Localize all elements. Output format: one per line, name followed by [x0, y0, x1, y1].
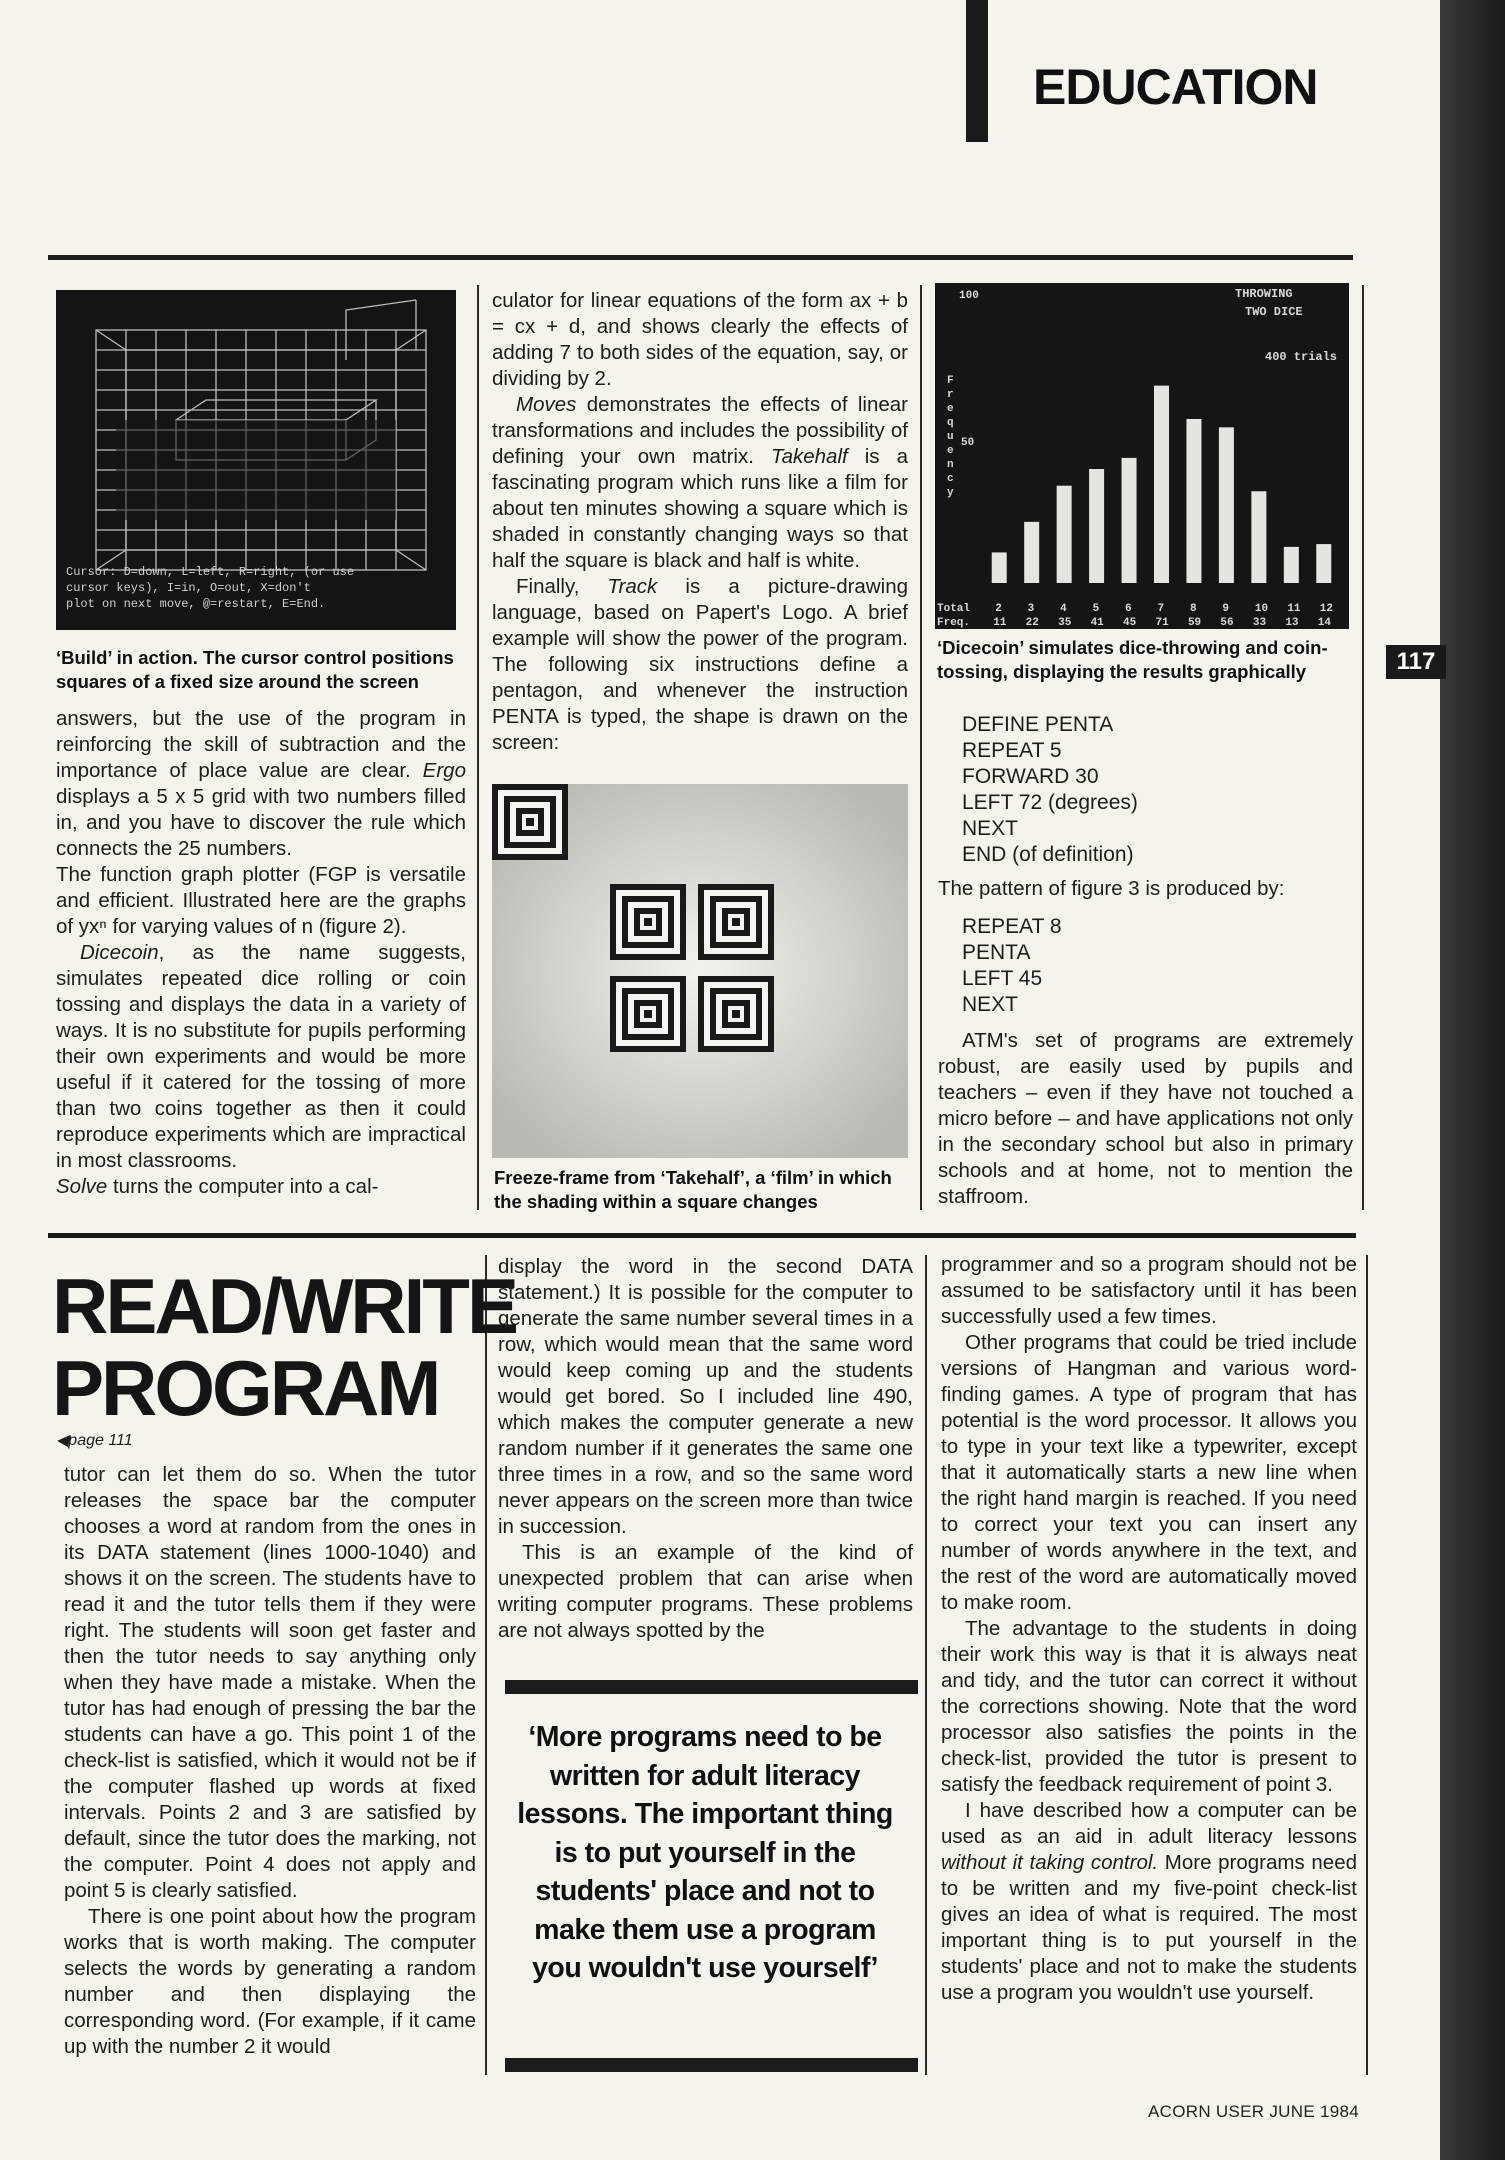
- pull-quote-bottom-bar: [505, 2058, 918, 2072]
- x-row-label-freq: Freq.: [937, 617, 971, 629]
- program-name-solve: Solve: [56, 1175, 108, 1198]
- middle-rule: [48, 1233, 1356, 1238]
- text-run: turns the computer into a cal-: [107, 1175, 379, 1198]
- paragraph: This is an example of the kind of unexpected problem that can arise when writing computer programs. These problems are not always spotted by the: [498, 1541, 913, 1642]
- page-edge-shadow: [1440, 0, 1505, 2160]
- caption-build: ‘Build’ in action. The cursor control positions squares of a fixed size around the screen: [56, 647, 454, 692]
- chart-title-line-1: THROWING: [1235, 287, 1293, 301]
- bar-11: [1284, 547, 1299, 583]
- screen-help-line-2: cursor keys), I=in, O=out, X=don't: [66, 581, 311, 595]
- x-tick-label: 12: [1319, 603, 1333, 615]
- y-axis-label: F r e q u e n c y: [947, 375, 954, 499]
- code-define-penta: [962, 712, 1138, 868]
- bar-4: [1057, 486, 1072, 583]
- dicecoin-chart: [935, 283, 1349, 629]
- code-line: DEFINE PENTA: [962, 713, 1114, 736]
- page-number: 117: [1386, 645, 1446, 679]
- paragraph: The function graph plotter (FGP is versatile and efficient. Illustrated here are the graphs of yxⁿ for varying values of n (figure 2).: [56, 863, 466, 938]
- text-run: answers, but the use of the program in reinforcing the skill of subtraction and the importance of place value are clear.: [56, 707, 466, 782]
- caption-takehalf: Freeze-frame from ‘Takehalf’, a ‘film’ in which the shading within a square changes: [494, 1167, 892, 1212]
- dice-bar-chart: [935, 283, 1349, 629]
- text-run: displays a 5 x 5 grid with two numbers filled in, and you have to discover the rule which connects the 25 numbers.: [56, 785, 466, 860]
- program-name-dicecoin: Dicecoin: [80, 941, 159, 964]
- text-run: is a picture-drawing language, based on Papert's Logo. A brief example will show the power of the program. The following six instructions define a pentagon, and whenever the instruction PENTA is typed, the shape is drawn on the screen:: [492, 575, 908, 754]
- emphasis: without it taking control.: [941, 1851, 1159, 1874]
- code-repeat-penta: [962, 914, 1062, 1018]
- bar-9: [1219, 427, 1234, 583]
- bottom-column-1: [64, 1462, 476, 2060]
- continued-from-page: ◀page 111: [56, 1432, 133, 1449]
- x-tick-label: 5: [1092, 603, 1100, 615]
- x-tick-label: 2: [995, 603, 1002, 615]
- program-name-track: Track: [607, 575, 658, 598]
- x-tick-label: 7: [1157, 603, 1165, 615]
- code-line: END (of definition): [962, 843, 1134, 866]
- text-run: More programs need to be written and my five-point check-list gives an idea of what is required. The most important thing is to put yourself in the students' place and not to make the students use a program you wouldn't use yourself.: [941, 1851, 1357, 2004]
- takehalf-screenshot: [492, 784, 908, 1158]
- x-tick-label: 8: [1189, 603, 1197, 615]
- paragraph: There is one point about how the program works that is worth making. The computer selects the words by generating a random number and then displaying the corresponding word. (For example, if it came up with the number 2 it would: [64, 1905, 476, 2058]
- data-label: 13: [1285, 617, 1299, 629]
- pull-quote: ‘More programs need to be written for adult literacy lessons. The important thing is to put yourself in the students' place and not to make them use a program you wouldn't use yourself’: [517, 1721, 893, 1984]
- paragraph: The advantage to the students in doing their work this way is that it is always neat and tidy, and the tutor can correct it without the corrections showing. Note that the word processor also satisfies the points in the check-list, provided the tutor is present to satisfy the feedback requirement of point 3.: [941, 1617, 1357, 1796]
- issue-footer: ACORN USER JUNE 1984: [1148, 2102, 1360, 2121]
- bar-7: [1154, 386, 1169, 583]
- x-tick-label: 6: [1125, 603, 1132, 615]
- data-label: 35: [1058, 617, 1072, 629]
- data-label: 45: [1123, 617, 1137, 629]
- build-screenshot: [56, 290, 456, 630]
- y-tick-100: 100: [959, 290, 979, 302]
- section-tab-bar: [966, 0, 988, 142]
- data-label: 11: [993, 617, 1007, 629]
- top-rule: [48, 255, 1353, 260]
- pull-quote-top-bar: [505, 1680, 918, 1694]
- article-headline: [52, 1262, 516, 1432]
- text-run: Finally,: [516, 575, 608, 598]
- x-tick-label: 9: [1222, 603, 1230, 615]
- code-line: REPEAT 8: [962, 915, 1062, 938]
- x-tick-label: 3: [1027, 603, 1035, 615]
- column-divider-1: [477, 285, 479, 1210]
- bar-2: [992, 552, 1007, 583]
- section-title: EDUCATION: [1033, 59, 1318, 115]
- column-divider-6: [1366, 1255, 1368, 2075]
- wireframe-figure: [56, 290, 456, 630]
- code-line: PENTA: [962, 941, 1031, 964]
- bar-6: [1122, 458, 1137, 583]
- paragraph: display the word in the second DATA statement.) It is possible for the computer to generate the same number several times in a row, which would mean that the same word would keep coming up and the students would get bored. So I included line 490, which makes the computer generate a new random number if it generates the same one three times in a row, and so the same word never appears on the screen more than twice in succession.: [498, 1255, 913, 1538]
- program-name-ergo: Ergo: [422, 759, 466, 782]
- program-name-moves: Moves: [516, 393, 577, 416]
- bar-12: [1316, 544, 1331, 583]
- screen-help-line-3: plot on next move, @=restart, E=End.: [66, 597, 326, 611]
- bar-3: [1024, 522, 1039, 583]
- paragraph: tutor can let them do so. When the tutor releases the space bar the computer chooses a word at random from the ones in its DATA statement (lines 1000-1040) and shows it on the screen. The students have to read it and the tutor tells them if they were right. The students will soon get faster and then the tutor needs to say anything only when they have made a mistake. When the tutor has had enough of pressing the bar the students can have a go. This point 1 of the check-list is satisfied, which it would not be if the computer flashed up words at fixed intervals. Points 2 and 3 are satisfied by default, since the tutor does the marking, not the computer. Point 4 does not apply and point 5 is clearly satisfied.: [64, 1463, 476, 1902]
- bar-5: [1089, 469, 1104, 583]
- column-divider-5: [925, 1255, 927, 2075]
- paragraph: Other programs that could be tried include versions of Hangman and various word-finding games. A type of program that has potential is the word processor. It allows you to type in your text like a typewriter, except that it automatically starts a new line when the right hand margin is reached. If you need to correct your text you can insert any number of words anywhere in the text, and the rest of the word are automatically moved to make room.: [941, 1331, 1357, 1614]
- code-line: NEXT: [962, 993, 1019, 1016]
- data-label: 71: [1155, 617, 1169, 629]
- chart-annotation: 400 trials: [1265, 350, 1338, 364]
- text-run: demonstrates the effects of linear transformations and includes the possibility of defining your own matrix.: [492, 393, 908, 468]
- pattern-intro: The pattern of figure 3 is produced by:: [938, 877, 1285, 900]
- x-tick-label: 10: [1254, 603, 1269, 615]
- paragraph: ATM's set of programs are extremely robust, are easily used by pupils and teachers – even if they have not touched a micro before – and have applications not only in the secondary school but also in primary schools and at home, not to mention the staffroom.: [938, 1029, 1353, 1208]
- text-run: is a fascinating program which runs like a film for about ten minutes showing a square which is shaded in constantly changing ways so that half the square is black and half is white.: [492, 445, 908, 572]
- paragraph: culator for linear equations of the form ax + b = cx + d, and shows clearly the effects of adding 7 to both sides of the equation, say, or dividing by 2.: [492, 289, 908, 390]
- column-divider-3: [1362, 285, 1364, 1210]
- x-tick-label: 4: [1060, 603, 1067, 615]
- screen-help-line-1: Cursor: D=down, L=left, R=right, (or use: [66, 565, 355, 579]
- paragraph: programmer and so a program should not be assumed to be satisfactory until it has been successfully used a few times.: [941, 1253, 1357, 1328]
- code-line: LEFT 72 (degrees): [962, 791, 1138, 814]
- x-row-label-total: Total: [937, 603, 971, 615]
- square-tile: [492, 784, 568, 860]
- top-column-2: [492, 288, 908, 756]
- code-line: FORWARD 30: [962, 765, 1099, 788]
- data-label: 33: [1252, 617, 1267, 629]
- y-tick-50: 50: [961, 437, 975, 449]
- data-label: 22: [1025, 617, 1039, 629]
- bottom-column-2: [498, 1254, 913, 1644]
- headline-line-1: READ/WRITE: [52, 1262, 516, 1350]
- data-label: 41: [1090, 617, 1104, 629]
- bottom-column-3: [941, 1252, 1357, 2006]
- code-line: NEXT: [962, 817, 1019, 840]
- program-name-takehalf: Takehalf: [770, 445, 848, 468]
- text-run: , as the name suggests, simulates repeated dice rolling or coin tossing and displays the data in a variety of ways. It is no substitute for pupils performing their own experiments and would be more useful if it catered for the tossing of more than two coins together as then it could reproduce experiments which are impractical in most classrooms.: [56, 941, 466, 1172]
- concentric-squares-figure: [492, 784, 908, 1158]
- code-line: REPEAT 5: [962, 739, 1062, 762]
- data-label: 14: [1317, 617, 1331, 629]
- top-column-3-end: [938, 1028, 1353, 1210]
- headline-line-2: PROGRAM: [52, 1344, 439, 1432]
- x-tick-label: 11: [1287, 603, 1301, 615]
- bar-8: [1186, 419, 1201, 583]
- caption-dicecoin: ‘Dicecoin’ simulates dice-throwing and coin-tossing, displaying the results graphically: [937, 637, 1328, 682]
- top-column-1: [56, 706, 466, 1200]
- data-label: 59: [1187, 617, 1202, 629]
- column-divider-2: [920, 285, 922, 1210]
- text-run: I have described how a computer can be used as an aid in adult literacy lessons: [941, 1799, 1357, 1848]
- chart-title-line-2: TWO DICE: [1245, 305, 1303, 319]
- bar-10: [1251, 491, 1266, 583]
- data-label: 56: [1220, 617, 1234, 629]
- code-line: LEFT 45: [962, 967, 1043, 990]
